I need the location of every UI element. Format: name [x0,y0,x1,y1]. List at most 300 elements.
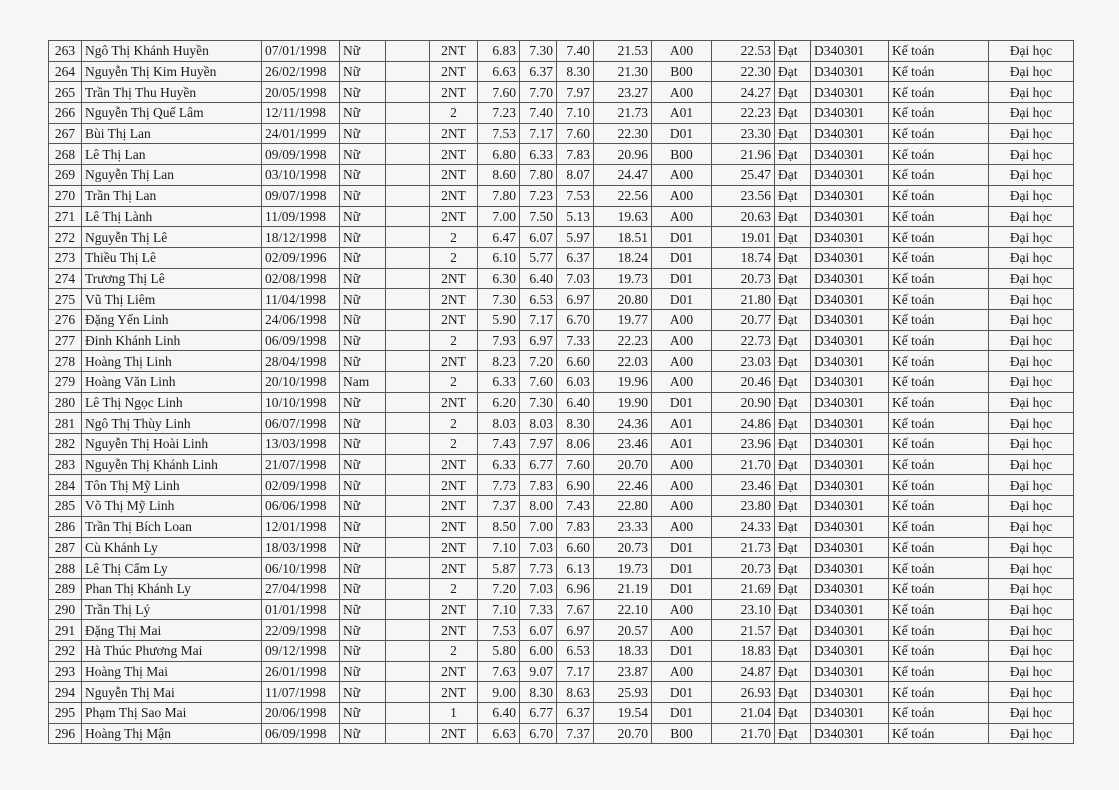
major-code: D340301 [811,351,889,372]
date-of-birth: 02/09/1998 [262,475,340,496]
blank-cell [386,61,430,82]
score-subject-3: 6.40 [557,392,594,413]
date-of-birth: 01/01/1998 [262,599,340,620]
subject-group: A01 [652,434,712,455]
total-score: 19.63 [594,206,652,227]
result-status: Đạt [775,61,811,82]
score-subject-3: 8.63 [557,682,594,703]
major-code: D340301 [811,165,889,186]
score-subject-2: 6.70 [520,723,557,744]
student-name: Phan Thị Khánh Ly [82,578,262,599]
gender: Nữ [340,41,386,62]
blank-cell [386,682,430,703]
blank-cell [386,723,430,744]
score-subject-3: 7.83 [557,516,594,537]
subject-group: A00 [652,620,712,641]
total-score: 25.93 [594,682,652,703]
date-of-birth: 06/10/1998 [262,558,340,579]
gender: Nữ [340,82,386,103]
score-subject-1: 7.73 [478,475,520,496]
blank-cell [386,247,430,268]
gender: Nữ [340,144,386,165]
major-code: D340301 [811,82,889,103]
major-name: Kế toán [889,372,989,393]
total-score: 20.80 [594,289,652,310]
score-subject-3: 7.43 [557,496,594,517]
date-of-birth: 10/10/1998 [262,392,340,413]
student-name: Hoàng Thị Mai [82,661,262,682]
final-score: 23.96 [712,434,775,455]
major-name: Kế toán [889,227,989,248]
table-row [49,247,1074,268]
priority-area: 2 [430,227,478,248]
table-row [49,475,1074,496]
education-level: Đại học [989,330,1074,351]
table-row [49,723,1074,744]
total-score: 19.96 [594,372,652,393]
education-level: Đại học [989,413,1074,434]
score-subject-3: 7.60 [557,123,594,144]
date-of-birth: 02/09/1996 [262,247,340,268]
subject-group: B00 [652,61,712,82]
gender: Nữ [340,434,386,455]
priority-area: 2 [430,413,478,434]
score-subject-3: 7.03 [557,268,594,289]
blank-cell [386,144,430,165]
education-level: Đại học [989,496,1074,517]
total-score: 23.27 [594,82,652,103]
student-name: Lê Thị Lan [82,144,262,165]
total-score: 20.73 [594,537,652,558]
student-name: Nguyễn Thị Khánh Linh [82,454,262,475]
score-subject-2: 7.30 [520,41,557,62]
priority-area: 2NT [430,537,478,558]
result-status: Đạt [775,41,811,62]
student-name: Ngô Thị Khánh Huyền [82,41,262,62]
total-score: 20.57 [594,620,652,641]
score-subject-2: 8.30 [520,682,557,703]
gender: Nữ [340,496,386,517]
major-code: D340301 [811,516,889,537]
date-of-birth: 12/11/1998 [262,103,340,124]
subject-group: A00 [652,516,712,537]
result-status: Đạt [775,475,811,496]
score-subject-2: 7.17 [520,123,557,144]
blank-cell [386,330,430,351]
priority-area: 2NT [430,496,478,517]
priority-area: 2NT [430,206,478,227]
row-number: 266 [49,103,82,124]
table-row [49,558,1074,579]
date-of-birth: 27/04/1998 [262,578,340,599]
major-code: D340301 [811,640,889,661]
final-score: 21.04 [712,703,775,724]
total-score: 23.87 [594,661,652,682]
result-status: Đạt [775,165,811,186]
total-score: 23.33 [594,516,652,537]
gender: Nữ [340,61,386,82]
result-status: Đạt [775,454,811,475]
score-subject-3: 7.53 [557,185,594,206]
table-row [49,165,1074,186]
score-subject-1: 7.80 [478,185,520,206]
gender: Nữ [340,640,386,661]
score-subject-3: 7.17 [557,661,594,682]
education-level: Đại học [989,620,1074,641]
subject-group: A00 [652,599,712,620]
date-of-birth: 24/06/1998 [262,309,340,330]
row-number: 269 [49,165,82,186]
education-level: Đại học [989,661,1074,682]
subject-group: D01 [652,123,712,144]
score-subject-3: 7.97 [557,82,594,103]
table-row [49,578,1074,599]
row-number: 263 [49,41,82,62]
priority-area: 2NT [430,268,478,289]
blank-cell [386,206,430,227]
major-code: D340301 [811,475,889,496]
date-of-birth: 02/08/1998 [262,268,340,289]
blank-cell [386,558,430,579]
row-number: 276 [49,309,82,330]
score-subject-1: 7.37 [478,496,520,517]
table-row [49,103,1074,124]
major-name: Kế toán [889,496,989,517]
subject-group: D01 [652,289,712,310]
blank-cell [386,41,430,62]
table-row [49,703,1074,724]
final-score: 20.77 [712,309,775,330]
total-score: 22.30 [594,123,652,144]
row-number: 281 [49,413,82,434]
education-level: Đại học [989,123,1074,144]
score-subject-1: 6.80 [478,144,520,165]
result-status: Đạt [775,661,811,682]
table-row [49,185,1074,206]
student-name: Hoàng Thị Linh [82,351,262,372]
education-level: Đại học [989,247,1074,268]
table-row [49,351,1074,372]
major-name: Kế toán [889,41,989,62]
result-status: Đạt [775,516,811,537]
gender: Nữ [340,330,386,351]
major-name: Kế toán [889,144,989,165]
final-score: 21.96 [712,144,775,165]
table-row [49,599,1074,620]
priority-area: 2NT [430,309,478,330]
subject-group: D01 [652,268,712,289]
blank-cell [386,516,430,537]
subject-group: D01 [652,537,712,558]
student-name: Thiều Thị Lê [82,247,262,268]
priority-area: 2 [430,640,478,661]
gender: Nữ [340,103,386,124]
score-subject-3: 7.67 [557,599,594,620]
subject-group: A00 [652,351,712,372]
final-score: 23.03 [712,351,775,372]
row-number: 268 [49,144,82,165]
education-level: Đại học [989,206,1074,227]
major-name: Kế toán [889,330,989,351]
priority-area: 2 [430,247,478,268]
total-score: 22.23 [594,330,652,351]
major-name: Kế toán [889,165,989,186]
final-score: 21.73 [712,537,775,558]
score-subject-1: 9.00 [478,682,520,703]
major-name: Kế toán [889,475,989,496]
major-code: D340301 [811,247,889,268]
final-score: 23.30 [712,123,775,144]
blank-cell [386,413,430,434]
row-number: 267 [49,123,82,144]
score-subject-3: 7.40 [557,41,594,62]
score-subject-1: 7.30 [478,289,520,310]
score-subject-2: 7.83 [520,475,557,496]
total-score: 20.96 [594,144,652,165]
total-score: 19.73 [594,268,652,289]
result-status: Đạt [775,372,811,393]
subject-group: D01 [652,392,712,413]
final-score: 20.73 [712,268,775,289]
blank-cell [386,372,430,393]
major-name: Kế toán [889,661,989,682]
date-of-birth: 20/06/1998 [262,703,340,724]
score-subject-1: 6.20 [478,392,520,413]
blank-cell [386,309,430,330]
score-subject-1: 6.63 [478,723,520,744]
student-name: Hà Thúc Phương Mai [82,640,262,661]
major-name: Kế toán [889,268,989,289]
score-subject-1: 8.60 [478,165,520,186]
row-number: 282 [49,434,82,455]
major-code: D340301 [811,620,889,641]
gender: Nam [340,372,386,393]
major-code: D340301 [811,206,889,227]
score-subject-3: 5.97 [557,227,594,248]
priority-area: 2NT [430,123,478,144]
gender: Nữ [340,309,386,330]
blank-cell [386,103,430,124]
result-status: Đạt [775,703,811,724]
score-subject-3: 6.13 [557,558,594,579]
major-name: Kế toán [889,247,989,268]
education-level: Đại học [989,103,1074,124]
score-subject-2: 6.40 [520,268,557,289]
result-status: Đạt [775,620,811,641]
gender: Nữ [340,516,386,537]
date-of-birth: 06/09/1998 [262,330,340,351]
gender: Nữ [340,392,386,413]
blank-cell [386,165,430,186]
score-subject-1: 5.90 [478,309,520,330]
score-subject-1: 7.20 [478,578,520,599]
score-subject-2: 7.23 [520,185,557,206]
score-subject-1: 7.53 [478,123,520,144]
major-name: Kế toán [889,640,989,661]
table-row [49,434,1074,455]
subject-group: A00 [652,206,712,227]
major-name: Kế toán [889,413,989,434]
table-row [49,516,1074,537]
score-subject-1: 7.10 [478,599,520,620]
score-subject-3: 6.96 [557,578,594,599]
major-name: Kế toán [889,123,989,144]
table-row [49,620,1074,641]
admission-results-table [48,40,1074,744]
result-status: Đạt [775,578,811,599]
score-subject-1: 7.93 [478,330,520,351]
subject-group: B00 [652,144,712,165]
result-status: Đạt [775,496,811,517]
priority-area: 2NT [430,723,478,744]
major-code: D340301 [811,372,889,393]
table-row [49,123,1074,144]
row-number: 279 [49,372,82,393]
date-of-birth: 20/10/1998 [262,372,340,393]
gender: Nữ [340,185,386,206]
result-status: Đạt [775,289,811,310]
student-name: Nguyễn Thị Hoài Linh [82,434,262,455]
student-name: Nguyễn Thị Lan [82,165,262,186]
education-level: Đại học [989,558,1074,579]
row-number: 270 [49,185,82,206]
result-status: Đạt [775,413,811,434]
major-code: D340301 [811,289,889,310]
table-row [49,41,1074,62]
education-level: Đại học [989,392,1074,413]
date-of-birth: 18/03/1998 [262,537,340,558]
date-of-birth: 11/09/1998 [262,206,340,227]
gender: Nữ [340,165,386,186]
score-subject-2: 7.80 [520,165,557,186]
priority-area: 2NT [430,558,478,579]
result-status: Đạt [775,640,811,661]
major-code: D340301 [811,392,889,413]
date-of-birth: 11/04/1998 [262,289,340,310]
score-subject-3: 6.97 [557,620,594,641]
total-score: 21.73 [594,103,652,124]
priority-area: 2NT [430,82,478,103]
score-subject-2: 7.73 [520,558,557,579]
score-subject-2: 6.37 [520,61,557,82]
subject-group: A00 [652,165,712,186]
priority-area: 1 [430,703,478,724]
score-subject-1: 6.33 [478,454,520,475]
table-row [49,454,1074,475]
student-name: Trương Thị Lê [82,268,262,289]
priority-area: 2NT [430,475,478,496]
score-subject-3: 6.60 [557,537,594,558]
subject-group: A00 [652,496,712,517]
row-number: 290 [49,599,82,620]
score-subject-1: 6.10 [478,247,520,268]
row-number: 271 [49,206,82,227]
subject-group: D01 [652,247,712,268]
major-code: D340301 [811,661,889,682]
score-subject-2: 6.33 [520,144,557,165]
gender: Nữ [340,661,386,682]
gender: Nữ [340,723,386,744]
total-score: 20.70 [594,723,652,744]
gender: Nữ [340,578,386,599]
date-of-birth: 06/09/1998 [262,723,340,744]
major-code: D340301 [811,309,889,330]
student-name: Vũ Thị Liêm [82,289,262,310]
date-of-birth: 09/12/1998 [262,640,340,661]
table-body [49,41,1074,744]
row-number: 286 [49,516,82,537]
priority-area: 2 [430,578,478,599]
subject-group: A00 [652,372,712,393]
major-code: D340301 [811,682,889,703]
score-subject-2: 7.00 [520,516,557,537]
score-subject-1: 7.60 [478,82,520,103]
student-name: Đinh Khánh Linh [82,330,262,351]
result-status: Đạt [775,558,811,579]
result-status: Đạt [775,723,811,744]
major-code: D340301 [811,434,889,455]
subject-group: A01 [652,413,712,434]
score-subject-3: 7.60 [557,454,594,475]
major-name: Kế toán [889,351,989,372]
subject-group: A00 [652,309,712,330]
education-level: Đại học [989,537,1074,558]
row-number: 278 [49,351,82,372]
gender: Nữ [340,537,386,558]
major-code: D340301 [811,454,889,475]
date-of-birth: 09/09/1998 [262,144,340,165]
blank-cell [386,599,430,620]
gender: Nữ [340,123,386,144]
blank-cell [386,475,430,496]
priority-area: 2NT [430,144,478,165]
major-name: Kế toán [889,703,989,724]
total-score: 18.51 [594,227,652,248]
final-score: 24.27 [712,82,775,103]
date-of-birth: 11/07/1998 [262,682,340,703]
date-of-birth: 20/05/1998 [262,82,340,103]
major-name: Kế toán [889,103,989,124]
final-score: 18.74 [712,247,775,268]
result-status: Đạt [775,247,811,268]
gender: Nữ [340,247,386,268]
final-score: 25.47 [712,165,775,186]
result-status: Đạt [775,330,811,351]
major-code: D340301 [811,103,889,124]
gender: Nữ [340,475,386,496]
final-score: 20.73 [712,558,775,579]
subject-group: D01 [652,558,712,579]
row-number: 288 [49,558,82,579]
priority-area: 2NT [430,454,478,475]
major-name: Kế toán [889,537,989,558]
subject-group: D01 [652,682,712,703]
date-of-birth: 26/01/1998 [262,661,340,682]
score-subject-2: 6.07 [520,620,557,641]
final-score: 19.01 [712,227,775,248]
priority-area: 2NT [430,392,478,413]
final-score: 22.53 [712,41,775,62]
blank-cell [386,620,430,641]
major-name: Kế toán [889,289,989,310]
score-subject-2: 6.77 [520,454,557,475]
major-name: Kế toán [889,620,989,641]
table-row [49,82,1074,103]
student-name: Lê Thị Lành [82,206,262,227]
score-subject-1: 7.43 [478,434,520,455]
date-of-birth: 06/07/1998 [262,413,340,434]
table-row [49,144,1074,165]
